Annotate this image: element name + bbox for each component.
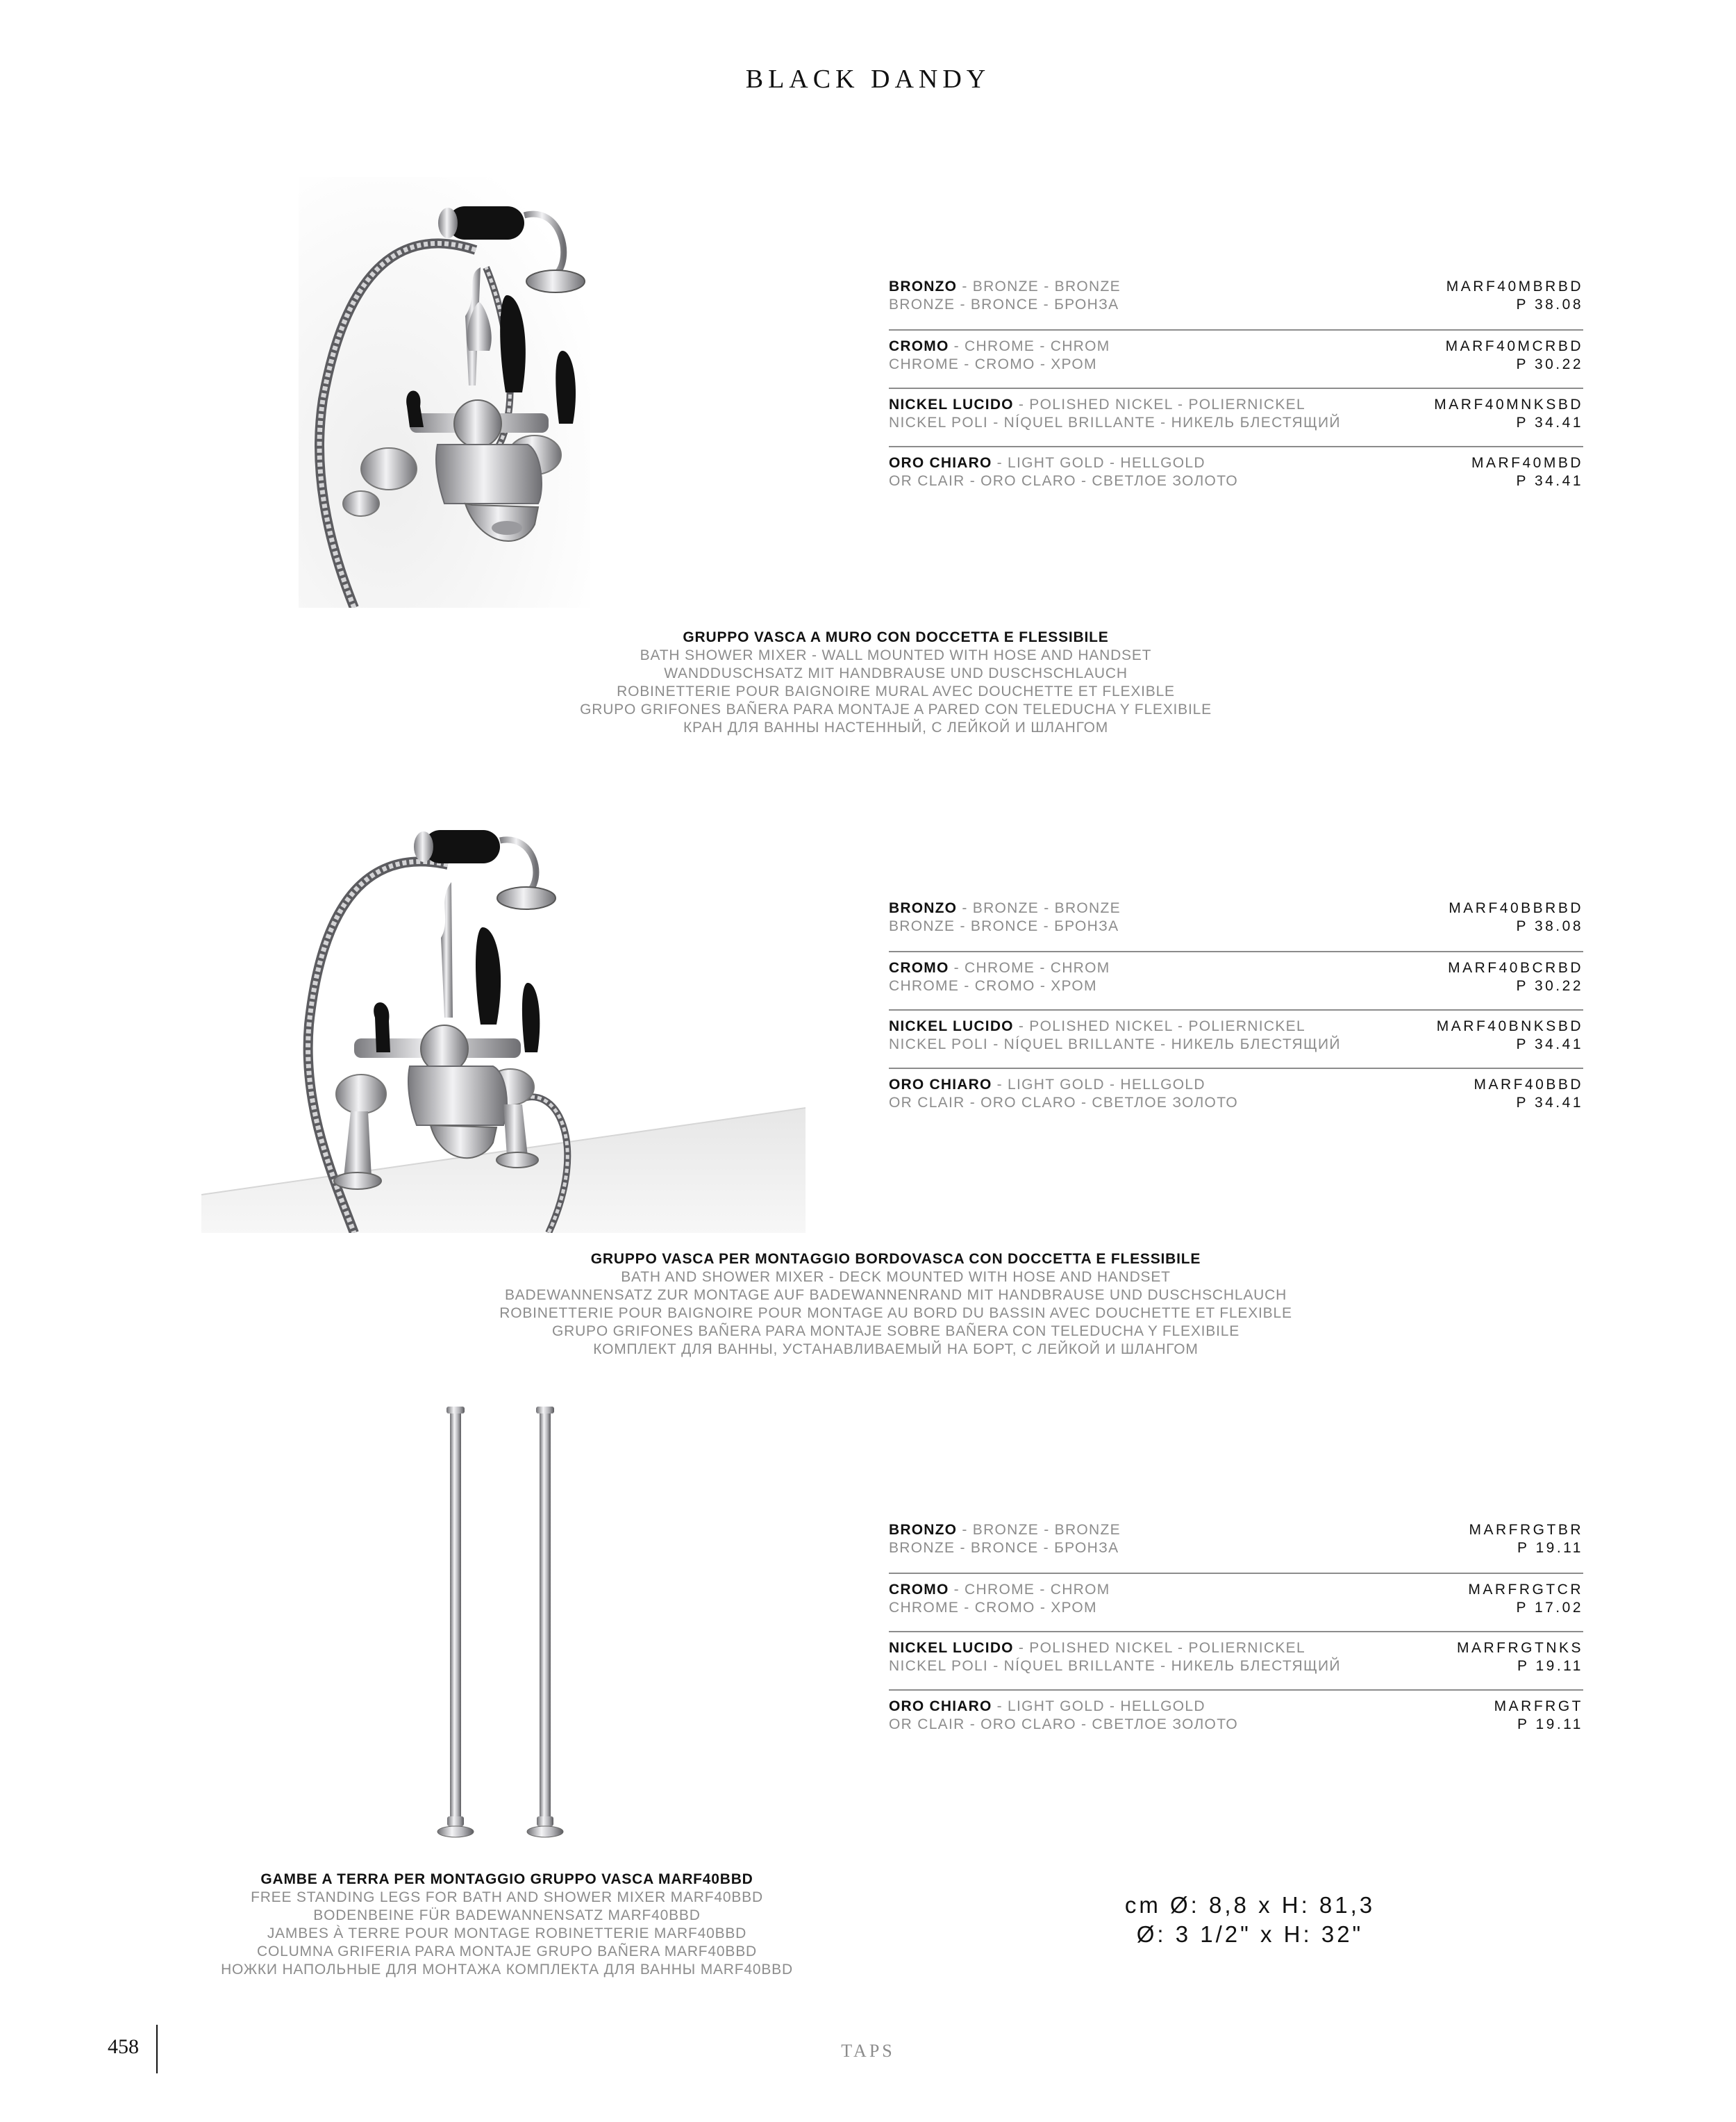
variant-name: BRONZO — [889, 900, 958, 916]
variant-translations: OR CLAIR - ORO CLARO - СВЕТЛОЕ ЗОЛОТО — [889, 473, 1239, 489]
product-price: P 19.11 — [1517, 1658, 1583, 1674]
variant-name-secondary: - CHROME - CHROM — [949, 1582, 1110, 1598]
variant-translations: BRONZE - BRONCE - БРОНЗА — [889, 297, 1119, 313]
product-price: P 38.08 — [1516, 297, 1583, 313]
variant-table — [889, 893, 1583, 1126]
variant-row-cromo — [889, 1573, 1583, 1631]
description-line: GRUPO GRIFONES BAÑERA PARA MONTAJE SOBRE BAÑERA CON TELEDUCHA Y FLEXIBILE — [551, 1323, 1240, 1339]
description-line: КРАН ДЛЯ ВАННЫ НАСТЕННЫЙ, С ЛЕЙКОЙ И ШЛАНГОМ — [683, 720, 1109, 736]
description-line: ROBINETTERIE POUR BAIGNOIRE MURAL AVEC DOUCHETTE ET FLEXIBLE — [617, 683, 1175, 699]
product-code: MARF40MBD — [1471, 455, 1583, 471]
description-line: BADEWANNENSATZ ZUR MONTAGE AUF BADEWANNENRAND MIT HANDBRAUSE UND DUSCHSCHLAUCH — [504, 1287, 1287, 1303]
deck-mounted-bath-shower-mixer-icon — [201, 816, 806, 1233]
variant-row-oro-chiaro — [889, 1068, 1583, 1126]
product-price: P 19.11 — [1517, 1540, 1583, 1556]
series-title: BLACK DANDY — [745, 65, 991, 94]
description-line: GRUPO GRIFONES BAÑERA PARA MONTAJE A PARED CON TELEDUCHA Y FLEXIBILE — [580, 702, 1212, 718]
variant-translations: BRONZE - BRONCE - БРОНЗА — [889, 918, 1119, 934]
variant-name: ORO CHIARO — [889, 455, 992, 471]
variant-name: NICKEL LUCIDO — [889, 1018, 1014, 1034]
variant-name-secondary: - POLISHED NICKEL - POLIERNICKEL — [1013, 397, 1305, 413]
description-title: GRUPPO VASCA A MURO CON DOCCETTA E FLESSIBILE — [683, 629, 1109, 645]
variant-row-bronzo — [889, 1514, 1583, 1573]
variant-name: CROMO — [889, 960, 949, 976]
description-line: COLUMNA GRIFERIA PARA MONTAJE GRUPO BAÑERA MARF40BBD — [257, 1943, 757, 1959]
variant-row-nickel-lucido — [889, 1009, 1583, 1068]
section-label: TAPS — [841, 2041, 895, 2061]
variant-row-oro-chiaro — [889, 1689, 1583, 1748]
description-title: GAMBE A TERRA PER MONTAGGIO GRUPPO VASCA MARF40BBD — [260, 1871, 753, 1887]
product-price: P 34.41 — [1516, 1036, 1583, 1052]
product-code: MARF40BCRBD — [1448, 960, 1583, 976]
product-code: MARF40BBD — [1474, 1077, 1583, 1093]
wall-mounted-bath-shower-mixer-icon — [299, 177, 590, 608]
variant-table — [889, 1514, 1583, 1748]
product-code: MARF40MBRBD — [1446, 279, 1583, 295]
variant-name-secondary: - LIGHT GOLD - HELLGOLD — [992, 1698, 1205, 1714]
variant-name: BRONZO — [889, 279, 958, 295]
product-code: MARFRGT — [1494, 1698, 1583, 1714]
product-code: MARFRGTCR — [1468, 1582, 1583, 1598]
variant-translations: CHROME - CROMO - ХРОМ — [889, 978, 1097, 994]
product-price: P 30.22 — [1516, 356, 1583, 372]
description-line: WANDDUSCHSATZ MIT HANDBRAUSE UND DUSCHSCHLAUCH — [664, 665, 1128, 681]
variant-name: BRONZO — [889, 1522, 958, 1538]
product-price: P 38.08 — [1516, 918, 1583, 934]
variant-row-cromo — [889, 329, 1583, 388]
variant-name-secondary: - BRONZE - BRONZE — [957, 279, 1121, 295]
variant-name-secondary: - LIGHT GOLD - HELLGOLD — [992, 455, 1205, 471]
dimensions-imperial: Ø: 3 1/2" x H: 32" — [1136, 1921, 1364, 1947]
variant-name: NICKEL LUCIDO — [889, 397, 1014, 413]
description-line: JAMBES À TERRE POUR MONTAGE ROBINETTERIE MARF40BBD — [267, 1925, 747, 1941]
description-line: НОЖКИ НАПОЛЬНЫЕ ДЛЯ МОНТАЖА КОМПЛЕКТА ДЛЯ ВАННЫ MARF40BBD — [221, 1962, 793, 1978]
variant-translations: NICKEL POLI - NÍQUEL BRILLANTE - НИКЕЛЬ БЛЕСТЯЩИЙ — [889, 415, 1341, 431]
variant-name: ORO CHIARO — [889, 1077, 992, 1093]
variant-name-secondary: - BRONZE - BRONZE — [957, 900, 1121, 916]
variant-row-oro-chiaro — [889, 446, 1583, 504]
variant-name-secondary: - CHROME - CHROM — [949, 338, 1110, 354]
description-title: GRUPPO VASCA PER MONTAGGIO BORDOVASCA CON DOCCETTA E FLESSIBILE — [590, 1251, 1201, 1267]
product-price: P 17.02 — [1516, 1600, 1583, 1616]
product-price: P 34.41 — [1516, 1095, 1583, 1111]
variant-translations: OR CLAIR - ORO CLARO - СВЕТЛОЕ ЗОЛОТО — [889, 1095, 1239, 1111]
product-description — [444, 629, 1347, 737]
variant-translations: NICKEL POLI - NÍQUEL BRILLANTE - НИКЕЛЬ БЛЕСТЯЩИЙ — [889, 1658, 1341, 1674]
variant-name: CROMO — [889, 1582, 949, 1598]
free-standing-legs-icon — [431, 1407, 604, 1851]
variant-translations: BRONZE - BRONCE - БРОНЗА — [889, 1540, 1119, 1556]
variant-name: NICKEL LUCIDO — [889, 1640, 1014, 1656]
description-line: КОМПЛЕКТ ДЛЯ ВАННЫ, УСТАНАВЛИВАЕМЫЙ НА БОРТ, С ЛЕЙКОЙ И ШЛАНГОМ — [593, 1341, 1199, 1357]
product-code: MARF40MNKSBD — [1434, 397, 1583, 413]
product-dimensions — [1028, 1891, 1472, 1949]
variant-translations: OR CLAIR - ORO CLARO - СВЕТЛОЕ ЗОЛОТО — [889, 1716, 1239, 1732]
variant-name-secondary: - BRONZE - BRONZE — [957, 1522, 1121, 1538]
variant-translations: NICKEL POLI - NÍQUEL BRILLANTE - НИКЕЛЬ БЛЕСТЯЩИЙ — [889, 1036, 1341, 1052]
variant-name: ORO CHIARO — [889, 1698, 992, 1714]
variant-translations: CHROME - CROMO - ХРОМ — [889, 1600, 1097, 1616]
product-price: P 34.41 — [1516, 473, 1583, 489]
product-code: MARF40BBRBD — [1449, 900, 1583, 916]
description-line: ROBINETTERIE POUR BAIGNOIRE POUR MONTAGE AU BORD DU BASSIN AVEC DOUCHETTE ET FLEXIBLE — [499, 1305, 1292, 1321]
variant-name-secondary: - CHROME - CHROM — [949, 960, 1110, 976]
product-code: MARFRGTNKS — [1457, 1640, 1583, 1656]
variant-row-nickel-lucido — [889, 1631, 1583, 1689]
description-line: FREE STANDING LEGS FOR BATH AND SHOWER MIXER MARF40BBD — [251, 1889, 763, 1905]
variant-translations: CHROME - CROMO - ХРОМ — [889, 356, 1097, 372]
variant-name-secondary: - POLISHED NICKEL - POLIERNICKEL — [1013, 1640, 1305, 1656]
product-code: MARFRGTBR — [1469, 1522, 1583, 1538]
page-number: 458 — [108, 2035, 139, 2058]
product-description — [375, 1250, 1417, 1359]
product-price: P 19.11 — [1517, 1716, 1583, 1732]
description-line: BATH SHOWER MIXER - WALL MOUNTED WITH HOSE AND HANDSET — [640, 647, 1152, 663]
variant-table — [889, 271, 1583, 504]
variant-name-secondary: - POLISHED NICKEL - POLIERNICKEL — [1013, 1018, 1305, 1034]
dimensions-metric: cm Ø: 8,8 x H: 81,3 — [1124, 1892, 1376, 1918]
product-price: P 34.41 — [1516, 415, 1583, 431]
description-line: BATH AND SHOWER MIXER - DECK MOUNTED WITH HOSE AND HANDSET — [621, 1269, 1171, 1285]
variant-name: CROMO — [889, 338, 949, 354]
variant-name-secondary: - LIGHT GOLD - HELLGOLD — [992, 1077, 1205, 1093]
description-line: BODENBEINE FÜR BADEWANNENSATZ MARF40BBD — [313, 1907, 701, 1923]
product-code: MARF40BNKSBD — [1436, 1018, 1583, 1034]
variant-row-bronzo — [889, 893, 1583, 951]
product-description — [160, 1871, 854, 1979]
variant-row-cromo — [889, 951, 1583, 1009]
product-code: MARF40MCRBD — [1445, 338, 1583, 354]
variant-row-bronzo — [889, 271, 1583, 329]
variant-row-nickel-lucido — [889, 388, 1583, 446]
product-price: P 30.22 — [1516, 978, 1583, 994]
